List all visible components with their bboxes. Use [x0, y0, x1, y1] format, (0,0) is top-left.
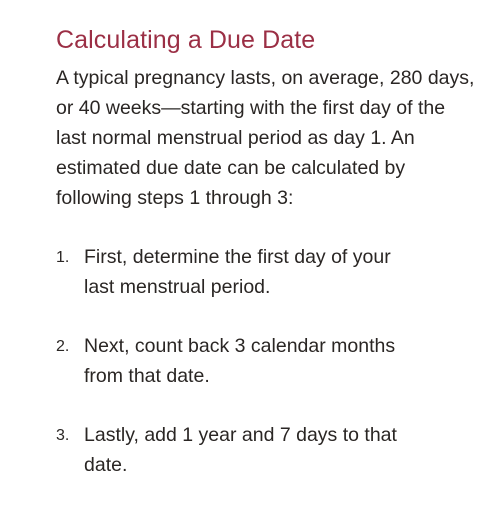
step-1 [56, 242, 476, 302]
step-3 [56, 420, 476, 480]
document-content [56, 24, 476, 509]
step-number: 3. [56, 427, 70, 444]
step-number: 2. [56, 338, 70, 355]
step-2 [56, 331, 476, 391]
step-text: First, determine the first day of your last menstrual period. [84, 246, 391, 298]
steps-list [56, 242, 476, 480]
step-text: Lastly, add 1 year and 7 days to that date. [84, 424, 397, 476]
step-number: 1. [56, 249, 70, 266]
page-title: Calculating a Due Date [56, 26, 316, 54]
intro-paragraph: A typical pregnancy lasts, on average, 280 days, or 40 weeks—starting with the first day of the last normal menstrual period as day 1. An estimated due date can be calculated by following steps 1 through 3: [56, 67, 475, 209]
step-text: Next, count back 3 calendar months from that date. [84, 335, 396, 387]
